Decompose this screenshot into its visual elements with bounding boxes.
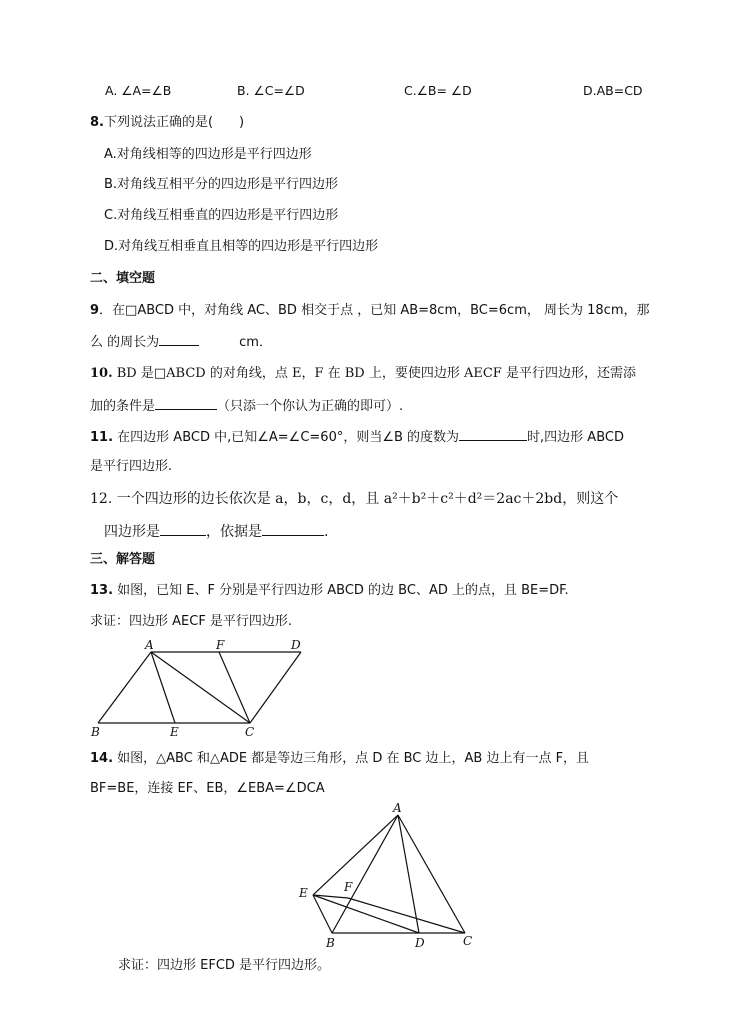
q7-option-d: D.AB=CD (583, 83, 643, 98)
q12-text-3: ，依据是 (206, 524, 262, 540)
q8-option-c: C.对角线互相垂直的四边形是平行四边形 (104, 208, 339, 223)
q11-answer-blank[interactable] (459, 426, 527, 441)
q7-option-c: C.∠B= ∠D (404, 83, 472, 98)
q10-text-3: （只添一个你认为正确的即可）. (217, 399, 404, 414)
section-title-fill-blank: 二、填空题 (90, 271, 156, 286)
q12-answer-blank-1[interactable] (160, 521, 206, 536)
q14-label-a: A (393, 801, 402, 815)
q14-number: 14. (90, 751, 114, 766)
q10-text-2: 加的条件是 (90, 399, 156, 414)
q14-side-ab (332, 815, 398, 933)
q9-unit: cm． (239, 335, 272, 350)
q8-option-a: A.对角线相等的四边形是平行四边形 (104, 147, 312, 162)
q10-line-1 (90, 364, 636, 384)
q14-label-d: D (415, 936, 425, 950)
q7-option-b: B. ∠C=∠D (237, 83, 305, 98)
q14-text-1: 如图，△ABC 和△ADE 都是等边三角形，点 D 在 BC 边上，AB 边上有一点 F，且 (113, 751, 590, 766)
q13-label-d: D (291, 638, 301, 652)
q12-line-1 (90, 489, 618, 509)
q14-label-e: E (299, 886, 308, 900)
q14-line-2: BF=BE，连接 EF、EB，∠EBA=∠DCA (90, 781, 325, 796)
q10-text-1: BD 是□ABCD 的对角线，点 E，F 在 BD 上，要使四边形 AECF 是平行四边形，还需添 (112, 366, 636, 381)
q11-line-1 (90, 426, 624, 448)
q8-option-d: D.对角线互相垂直且相等的四边形是平行四边形 (104, 239, 379, 254)
q13-text-1: 如图，已知 E、F 分别是平行四边形 ABCD 的边 BC、AD 上的点，且 BE=DF. (113, 583, 569, 598)
q14-prove-statement: 求证：四边形 EFCD 是平行四边形。 (118, 958, 331, 973)
q14-line-1 (90, 749, 589, 769)
q12-text-2: 四边形是 (104, 524, 160, 540)
q9-line-1 (90, 301, 649, 321)
q8-stem: 下列说法正确的是( ) (103, 115, 245, 130)
q13-parallelogram-figure (85, 635, 325, 740)
q8-stem-line (90, 113, 244, 133)
q14-label-c: C (463, 934, 473, 948)
q9-text-2: 么 的周长为 (90, 335, 160, 350)
q12-line-2 (104, 521, 328, 542)
q10-answer-blank[interactable] (155, 395, 217, 410)
q11-number: 11. (90, 430, 114, 445)
q13-label-b: B (91, 725, 100, 739)
q13-label-e: E (170, 725, 179, 739)
q13-label-f: F (216, 638, 225, 652)
q14-side-ae (313, 815, 398, 895)
q13-side-dc (250, 652, 301, 723)
q13-label-a: A (145, 638, 154, 652)
q7-option-a: A. ∠A=∠B (105, 83, 172, 98)
section-title-solve: 三、解答题 (90, 552, 156, 567)
q11-text-1: 在四边形 ABCD 中,已知∠A=∠C=60°，则当∠B 的度数为 (113, 430, 460, 445)
q12-number: 12. (90, 491, 113, 507)
q13-label-c: C (245, 725, 255, 739)
q14-label-b: B (326, 936, 335, 950)
q14-triangles-figure (295, 800, 485, 952)
q12-text-4: . (324, 524, 329, 540)
q11-line-2: 是平行四边形. (90, 459, 173, 474)
q10-line-2 (90, 395, 403, 417)
q10-number: 10. (90, 366, 113, 381)
q13-line-2: 求证：四边形 AECF 是平行四边形. (90, 614, 293, 629)
q9-number: 9 (90, 303, 100, 318)
q14-label-f: F (344, 880, 353, 894)
q8-option-b: B.对角线互相平分的四边形是平行四边形 (104, 177, 339, 192)
q13-side-ab (98, 652, 151, 723)
q9-text-1: ．在□ABCD 中，对角线 AC、BD 相交于点 ，已知 AB=8cm，BC=6cm， 周长为 18cm，那 (99, 303, 650, 318)
q13-segment-ae (151, 652, 175, 723)
q12-text-1: 一个四边形的边长依次是 a，b，c，d，且 a²＋b²＋c²＋d²＝2ac＋2bd，则这个 (112, 491, 619, 507)
q9-answer-blank[interactable] (159, 331, 199, 346)
q13-number: 13. (90, 583, 114, 598)
q13-line-1 (90, 581, 569, 601)
q8-number: 8. (90, 115, 104, 130)
q11-text-2: 时,四边形 ABCD (527, 430, 624, 445)
q9-line-2 (90, 331, 272, 353)
q12-answer-blank-2[interactable] (262, 521, 324, 536)
